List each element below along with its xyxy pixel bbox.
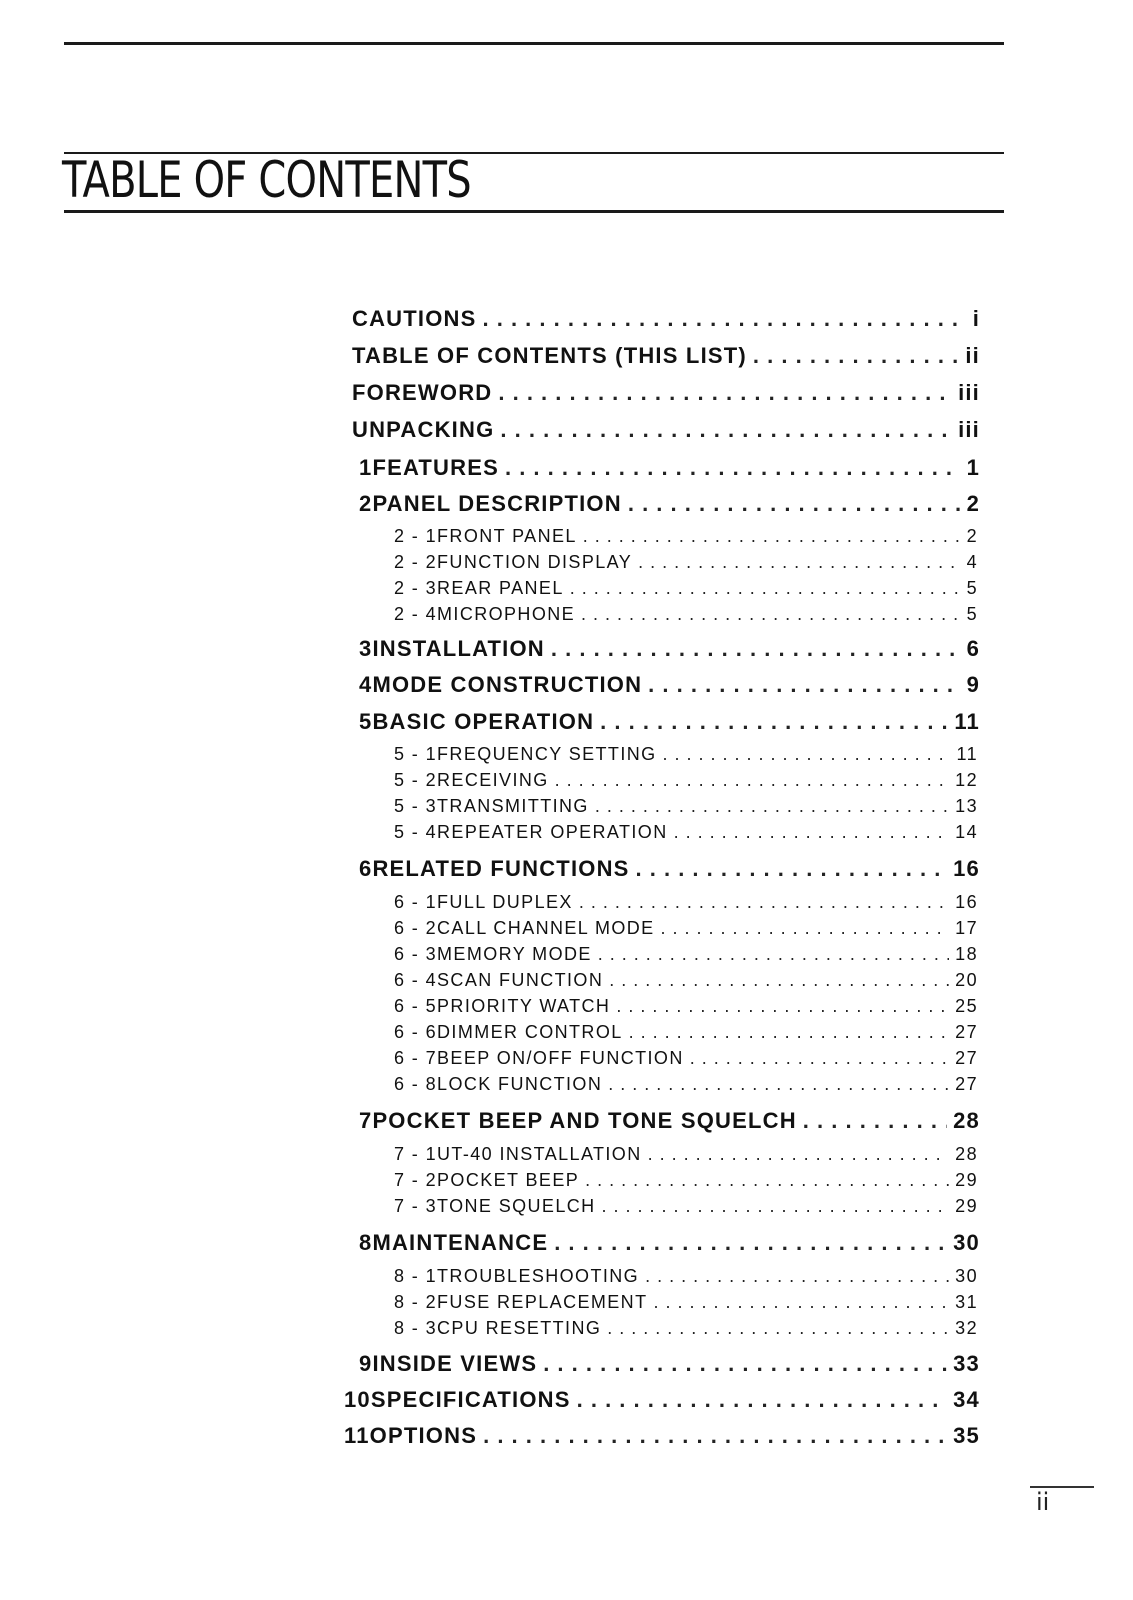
toc-label: TRANSMITTING [437,796,589,816]
toc-entry[interactable] [359,636,980,662]
dot-leader [602,1196,950,1217]
toc-page-number: 6 [966,636,980,661]
toc-subentry[interactable] [394,996,978,1017]
toc-number: 2 - 1 [394,526,438,546]
toc-label: POCKET BEEP AND TONE SQUELCH [372,1108,797,1133]
dot-leader [555,770,950,791]
toc-subentry[interactable] [394,1048,978,1069]
toc-number: 6 - 3 [394,944,438,964]
toc-number: 3 [359,636,373,661]
toc-label: TROUBLESHOOTING [437,1266,640,1286]
toc-page-number: 31 [955,1292,978,1312]
toc-label: MODE CONSTRUCTION [372,672,643,697]
dot-leader [629,1022,950,1043]
toc-page-number: 25 [955,996,978,1016]
toc-subentry[interactable] [394,822,978,843]
toc-number: 8 [359,1230,373,1255]
toc-entry[interactable] [344,1423,980,1449]
toc-subentry[interactable] [394,1022,978,1043]
toc-page-number: 13 [955,796,978,816]
toc-label: TONE SQUELCH [437,1196,596,1216]
dot-leader [581,604,961,625]
toc-entry[interactable] [359,856,980,882]
toc-number: 6 - 5 [394,996,438,1016]
toc-number: 8 - 3 [394,1318,438,1338]
toc-subentry[interactable] [394,1170,978,1191]
dot-leader [585,1170,949,1191]
toc-number: 7 - 2 [394,1170,438,1190]
toc-subentry[interactable] [394,770,978,791]
toc-number: 8 - 2 [394,1292,438,1312]
toc-subentry[interactable] [394,1266,978,1287]
toc-page-number: 34 [953,1387,980,1412]
toc-label: RECEIVING [437,770,549,790]
toc-label: SCAN FUNCTION [437,970,604,990]
dot-leader [595,796,949,817]
toc-number: 6 - 8 [394,1074,438,1094]
dot-leader [674,822,950,843]
toc-entry[interactable] [352,380,980,406]
toc-number: 7 - 3 [394,1196,438,1216]
toc-label: RELATED FUNCTIONS [372,856,630,881]
toc-number: 5 - 1 [394,744,438,764]
dot-leader [628,491,961,517]
toc-label: MAINTENANCE [372,1230,549,1255]
toc-label: CPU RESETTING [437,1318,602,1338]
dot-leader [645,1266,949,1287]
toc-number: 11 [344,1423,370,1448]
toc-entry[interactable] [359,672,980,698]
toc-number: 2 - 2 [394,552,438,572]
toc-number: 6 - 4 [394,970,438,990]
dot-leader [583,526,961,547]
toc-number: 4 [359,672,373,697]
toc-number: 5 - 3 [394,796,438,816]
toc-entry[interactable] [359,455,980,481]
dot-leader [608,1074,949,1095]
dot-leader [648,1144,950,1165]
toc-page-number: iii [958,380,980,405]
toc-label: CAUTIONS [352,306,477,331]
toc-label: PRIORITY WATCH [437,996,611,1016]
toc-page-number: 1 [966,455,980,480]
dot-leader [609,970,949,991]
toc-page-number: ii [965,343,980,368]
toc-label: INSIDE VIEWS [372,1351,538,1376]
dot-leader [803,1108,947,1134]
toc-number: 5 [359,709,373,734]
toc-subentry[interactable] [394,1318,978,1339]
dot-leader [638,552,960,573]
toc-entry[interactable] [344,1387,980,1413]
dot-leader [661,918,950,939]
dot-leader [653,1292,949,1313]
toc-page-number: 27 [955,1022,978,1042]
toc-label: REPEATER OPERATION [437,822,668,842]
toc-entry[interactable] [359,1230,980,1256]
toc-page-number: 30 [955,1266,978,1286]
toc-subentry[interactable] [394,1292,978,1313]
toc-subentry[interactable] [394,1144,978,1165]
toc-page-number: iii [958,417,980,442]
toc-label: TABLE OF CONTENTS (THIS LIST) [352,343,747,368]
toc-label: PANEL DESCRIPTION [372,491,622,516]
toc-subentry[interactable] [394,970,978,991]
toc-page-number: 11 [954,709,980,734]
toc-entry[interactable] [352,306,980,332]
toc-label: BASIC OPERATION [372,709,595,734]
toc-number: 10 [344,1387,371,1412]
toc-page-number: 11 [956,744,978,764]
toc-page-number: 28 [955,1144,978,1164]
dot-leader [648,672,960,698]
toc-number: 5 - 4 [394,822,438,842]
toc-page-number: 27 [955,1048,978,1068]
toc-page-number: 5 [966,578,978,598]
toc-label: LOCK FUNCTION [437,1074,603,1094]
toc-page-number: 17 [955,918,978,938]
dot-leader [607,1318,949,1339]
toc-number: 9 [359,1351,373,1376]
toc-label: FEATURES [372,455,499,480]
toc-number: 7 - 1 [394,1144,438,1164]
toc-page-number: 12 [955,770,978,790]
page-title: TABLE OF CONTENTS [62,151,471,209]
toc-page-number: 29 [955,1170,978,1190]
toc-number: 6 - 6 [394,1022,438,1042]
toc-number: 6 - 7 [394,1048,438,1068]
toc-page-number: 35 [953,1423,980,1448]
toc-page-number: 16 [955,892,978,912]
toc-subentry[interactable] [394,944,978,965]
toc-label: OPTIONS [369,1423,478,1448]
toc-number: 7 [359,1108,373,1133]
dot-leader [498,380,952,406]
toc-number: 8 - 1 [394,1266,438,1286]
toc-subentry[interactable] [394,744,978,765]
toc-label: UNPACKING [352,417,495,442]
toc-label: FREQUENCY SETTING [437,744,657,764]
toc-entry[interactable] [359,709,980,735]
toc-page-number: 18 [955,944,978,964]
dot-leader [505,455,961,481]
dot-leader [636,856,948,882]
toc-label: BEEP ON/OFF FUNCTION [437,1048,684,1068]
toc-page-number: 27 [955,1074,978,1094]
dot-leader [500,417,952,443]
dot-leader [551,636,961,662]
toc-entry[interactable] [359,1351,980,1377]
toc-label: FUNCTION DISPLAY [437,552,633,572]
toc-subentry[interactable] [394,918,978,939]
toc-label: FUSE REPLACEMENT [437,1292,648,1312]
toc-page-number: 20 [955,970,978,990]
toc-subentry[interactable] [394,526,978,547]
toc-number: 6 [359,856,373,881]
toc-page-number: 4 [966,552,978,572]
toc-page-number: i [972,306,980,331]
toc-subentry[interactable] [394,578,978,599]
dot-leader [570,578,961,599]
toc-entry[interactable] [359,491,980,517]
dot-leader [600,709,948,735]
dot-leader [598,944,949,965]
dot-leader [579,892,949,913]
dot-leader [616,996,949,1017]
toc-page-number: 29 [955,1196,978,1216]
toc-number: 2 [359,491,373,516]
dot-leader [663,744,951,765]
dot-leader [483,306,967,332]
toc-subentry[interactable] [394,1196,978,1217]
dot-leader [753,343,959,369]
toc-page-number: 9 [966,672,980,697]
page-number: ii [1036,1488,1050,1516]
toc-entry[interactable] [352,343,980,369]
toc-label: MEMORY MODE [437,944,592,964]
toc-page-number: 2 [966,491,980,516]
toc-page-number: 33 [953,1351,980,1376]
dot-leader [543,1351,947,1377]
toc-subentry[interactable] [394,552,978,573]
toc-subentry[interactable] [394,604,978,625]
toc-label: POCKET BEEP [437,1170,580,1190]
toc-label: MICROPHONE [437,604,576,624]
toc-number: 2 - 3 [394,578,438,598]
dot-leader [554,1230,947,1256]
toc-number: 1 [359,455,373,480]
toc-page-number: 14 [955,822,978,842]
toc-label: CALL CHANNEL MODE [437,918,655,938]
toc-page-number: 16 [953,856,980,881]
toc-subentry[interactable] [394,892,978,913]
toc-label: FRONT PANEL [437,526,577,546]
toc-label: UT-40 INSTALLATION [437,1144,642,1164]
toc-label: FOREWORD [352,380,493,405]
toc-number: 6 - 2 [394,918,438,938]
toc-label: DIMMER CONTROL [437,1022,623,1042]
toc-page-number: 2 [966,526,978,546]
toc-page-number: 30 [953,1230,980,1255]
toc-page-number: 28 [953,1108,980,1133]
toc-page-number: 5 [966,604,978,624]
dot-leader [483,1423,947,1449]
toc-entry[interactable] [359,1108,980,1134]
dot-leader [577,1387,948,1413]
toc-label: INSTALLATION [372,636,545,661]
toc-label: SPECIFICATIONS [370,1387,571,1412]
toc-number: 2 - 4 [394,604,438,624]
toc-subentry[interactable] [394,796,978,817]
dot-leader [690,1048,949,1069]
toc-number: 6 - 1 [394,892,438,912]
toc-label: FULL DUPLEX [437,892,573,912]
toc-label: REAR PANEL [437,578,564,598]
toc-entry[interactable] [352,417,980,443]
toc-page-number: 32 [955,1318,978,1338]
toc-number: 5 - 2 [394,770,438,790]
toc-subentry[interactable] [394,1074,978,1095]
